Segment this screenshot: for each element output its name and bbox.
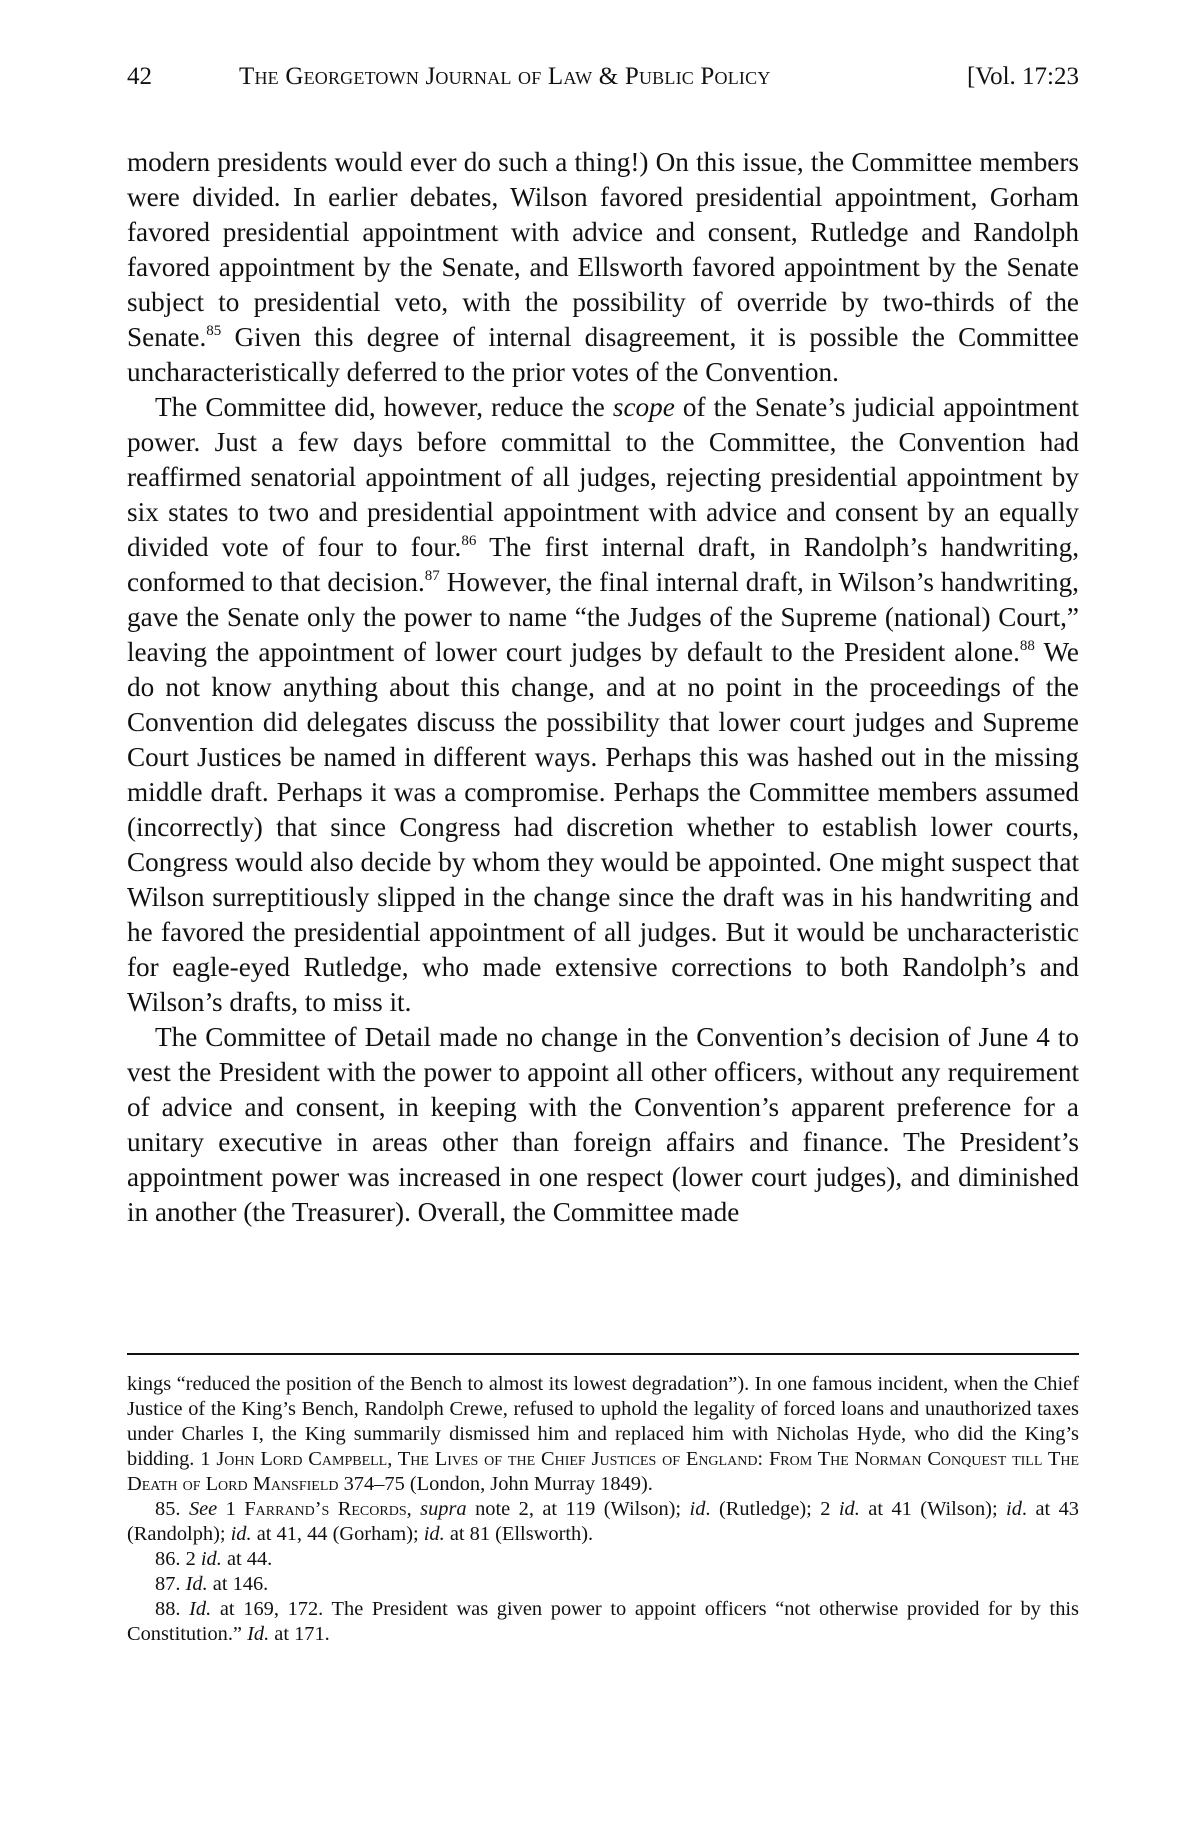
signal-id: id [1006,1498,1022,1520]
footnotes [127,1372,1079,1647]
footnote-85 [127,1497,1079,1547]
signal-see: See [188,1498,218,1520]
text-run: The first internal draft, in Randolph’s handwriting, conformed to that decision. [127,532,1079,597]
journal-title: The Georgetown Journal of Law & Public Policy [239,63,771,90]
text-run: at 169, 172. The President was given power to appoint officers “not otherwise provided for by this Constitution.” [127,1598,1079,1645]
emphasis-scope: scope [612,392,675,422]
footnote-88 [127,1597,1079,1647]
footnote-86 [127,1547,1079,1572]
signal-id: id. [230,1523,252,1545]
paragraph-continued [127,145,1079,390]
signal-id: Id. [185,1573,208,1595]
footnote-87 [127,1572,1079,1597]
article-body [127,145,1079,1230]
paragraph-committee-of-detail: The Committee of Detail made no change in the Convention’s decision of June 4 to vest the President with the power to appoint all other officers, without any requirement of advice and consent, in keeping with the Convention’s apparent preference for a unitary executive in areas other than foreign affairs and finance. The President’s appointment power was increased in one respect (lower court judges), and diminished in another (the Treasurer). Overall, the Committee made [127,1022,1079,1227]
text-run: 86. 2 [155,1548,201,1570]
signal-id: id [689,1498,706,1520]
signal-supra: supra [420,1498,467,1520]
text-run: note 2, at 119 (Wilson); [466,1498,690,1520]
citation-title: Farrand’s Records [244,1498,407,1520]
running-head [127,60,1079,94]
signal-id: id. [423,1523,445,1545]
text-run: Given this degree of internal disagreement, it is possible the Committee uncharacteristically deferred to the prior votes of the Convention. [127,322,1079,387]
text-run: We do not know anything about this change, and at no point in the proceedings of the Convention did delegates discuss the possibility that lower court judges and Supreme Court Justices be named in different ways. Perhaps this was hashed out in the missing middle draft. Perhaps it was a compromise. Perhaps the Committee members assumed (incorrectly) that since Congress had discretion whether to establish lower courts, Congress would also decide by whom they would be appointed. One might suspect that Wilson surreptitiously slipped in the change since the draft was in his handwriting and he favored the presidential appointment of all judges. But it would be uncharacteristic for eagle-eyed Rutledge, who made extensive corrections to both Randolph’s and Wilson’s drafts, to miss it. [127,637,1079,1017]
paragraph-scope [127,390,1079,1020]
footnote-ref-85[interactable]: 85 [206,323,222,339]
text-run: kings “reduced the position of the Bench to almost its lowest degradation”). In one famous incident, when the Chief Justice of the King’s Bench, Randolph Crewe, refused to uphold the legality of forced loans and unauthorized taxes under Charles I, the King summarily dismissed him and replaced him with Nicholas Hyde, who did the King’s bidding. 1 [127,1373,1079,1470]
text-run: , [406,1498,421,1520]
text-run: at 146. [207,1573,269,1595]
volume-label: [Vol. 17:23 [966,63,1079,90]
text-run: However, the final internal draft, in Wilson’s handwriting, gave the Senate only the power to name “the Judges of the Supreme (national) Court,” leaving the appointment of lower court judges by default to the President alone. [127,567,1079,667]
page-number: 42 [127,63,152,90]
text-run: at 81 (Ellsworth). [444,1523,594,1545]
footnote-divider [127,1353,1079,1355]
text-run: at 44. [221,1548,273,1570]
text-run: 374–75 (London, John Murray 1849). [338,1473,653,1495]
text-run: 85. [155,1498,189,1520]
text-run: 87. [155,1573,186,1595]
text-run: 1 [217,1498,245,1520]
text-run: at 41 (Wilson); [859,1498,1007,1520]
text-run: modern presidents would ever do such a thing!) On this issue, the Committee members were divided. In earlier debates, Wilson favored presidential appointment, Gorham favored presidential appointment with advice and consent, Rutledge and Randolph favored appointment by the Senate, and Ellsworth favored appointment by the Senate subject to presidential veto, with the possibility of override by two-thirds of the Senate. [127,147,1079,352]
signal-id: id. [200,1548,222,1570]
text-run: The Committee did, however, reduce the [155,392,613,422]
text-run: . (Rutledge); 2 [705,1498,839,1520]
footnote-ref-86[interactable]: 86 [461,533,477,549]
text-run: . at 43 (Randolph); [127,1498,1080,1545]
footnote-continued [127,1372,1079,1497]
text-run: 88. [155,1598,190,1620]
citation-title: John Lord Campbell, The Lives of the Chief Justices of England: From The Norman Conquest till The Death of Lord Mansfield [127,1448,1080,1495]
signal-id: id. [838,1498,860,1520]
signal-id: Id. [247,1623,270,1645]
text-run: of the Senate’s judicial appointment power. Just a few days before committal to the Committee, the Convention had reaffirmed senatorial appointment of all judges, rejecting presidential appointment by six states to two and presidential appointment with advice and consent by an equally divided vote of four to four. [127,392,1079,562]
signal-id: Id. [189,1598,212,1620]
text-run: at 171. [269,1623,330,1645]
footnote-ref-88[interactable]: 88 [1019,638,1035,654]
footnote-ref-87[interactable]: 87 [424,568,440,584]
text-run: at 41, 44 (Gorham); [251,1523,424,1545]
